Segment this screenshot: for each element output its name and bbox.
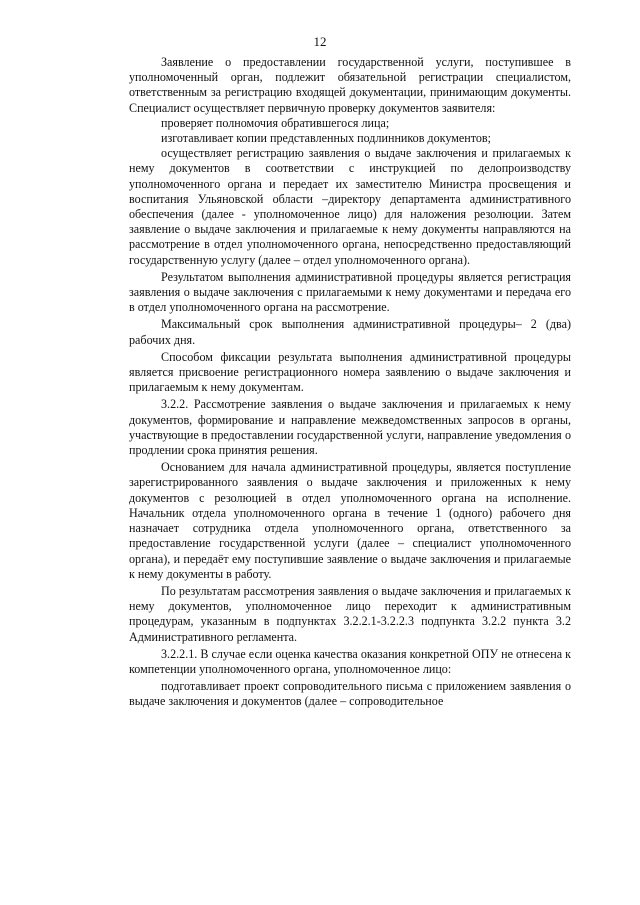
paragraph: Заявление о предоставлении государственной услуги, поступившее в уполномоченный орган, подлежит обязательной регистрации специалистом, ответственным за регистрацию входящей документации, принимающим документы. Специалист осуществляет первичную проверку документов заявителя: <box>129 55 571 115</box>
paragraph: По результатам рассмотрения заявления о выдаче заключения и прилагаемых к нему документов, уполномоченное лицо переходит к административным процедурам, указанным в подпунктах 3.2.2.1-3.2.2.3 подпункта 3.2.2 пункта 3.2 Административного регламента. <box>129 583 571 644</box>
paragraph: Результатом выполнения административной процедуры является регистрация заявления о выдаче заключения с прилагаемыми к нему документами и передача его в отдел уполномоченного органа на рассмотрение. <box>129 269 571 315</box>
page-number: 12 <box>313 34 327 49</box>
paragraph: подготавливает проект сопроводительного письма с приложением заявления о выдаче заключения и документов (далее – сопроводительное <box>129 679 571 709</box>
paragraph: 3.2.2. Рассмотрение заявления о выдаче заключения и прилагаемых к нему документов, формирование и направление межведомственных запросов в органы, участвующие в предоставлении государственной услуги, направление уведомления о продлении срока принятия решения. <box>129 397 571 458</box>
paragraph: Максимальный срок выполнения административной процедуры– 2 (два) рабочих дня. <box>129 317 571 347</box>
paragraph: проверяет полномочия обратившегося лица; <box>161 115 390 130</box>
paragraph: изготавливает копии представленных подлинников документов; <box>161 131 491 146</box>
paragraph: осуществляет регистрацию заявления о выдаче заключения и прилагаемых к нему документов в соответствии с инструкцией по делопроизводству уполномоченного органа и передает их заместителю Министра просвещения и воспитания Ульяновской области –директору департамента административного обеспечения (далее - уполномоченное лицо) для наложения резолюции. Затем заявление о выдаче заключения и прилагаемые к нему документы направляются на рассмотрение в отдел уполномоченного органа, непосредственно предоставляющий государственную услугу (далее – отдел уполномоченного органа). <box>129 146 571 267</box>
document-body <box>129 55 571 710</box>
paragraph: Способом фиксации результата выполнения административной процедуры является присвоение регистрационного номера заявлению о выдаче заключения и прилагаемым к нему документам. <box>129 349 571 395</box>
paragraph: Основанием для начала административной процедуры, является поступление зарегистрированного заявления о выдаче заключения и приложенных к нему документов с резолюцией в отдел уполномоченного органа на исполнение. Начальник отдела уполномоченного органа в течение 1 (одного) рабочего дня назначает сотрудника отдела уполномоченного органа, ответственного за предоставление государственной услуги (далее – специалист уполномоченного органа), и передаёт ему поступившие заявление о выдаче заключения и прилагаемые к нему документы в работу. <box>129 460 571 581</box>
paragraph: 3.2.2.1. В случае если оценка качества оказания конкретной ОПУ не отнесена к компетенции уполномоченного органа, уполномоченное лицо: <box>129 646 571 676</box>
